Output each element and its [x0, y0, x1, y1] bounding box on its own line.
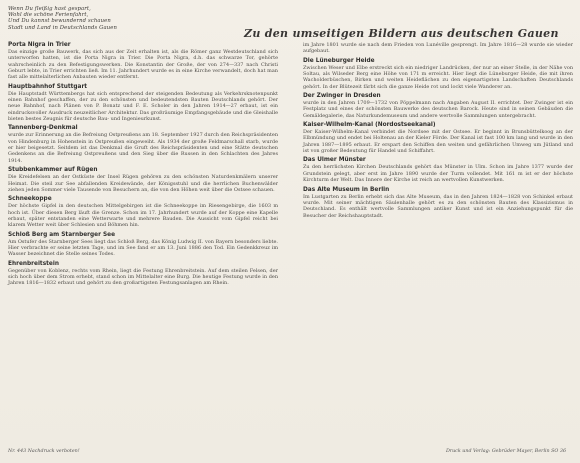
section-title: Die Lüneburger Heide — [303, 57, 375, 64]
section-body: Am Ostufer des Starnberger Sees liegt das Schloß Berg, das König Ludwig II. von Bayern besonders liebte. Hier verbrachte er seine letzten Tage, und im See fand er am 13. Juni 1886 den Tod. Ein Gedenkkreuz im Wasser bezeichnet die Stelle seines Todes. — [8, 238, 278, 258]
section-title: Das Ulmer Münster — [303, 157, 366, 164]
section-title: Schloß Berg am Starnberger See — [8, 231, 116, 238]
section — [8, 84, 278, 123]
section-title: Das Alte Museum in Berlin — [303, 186, 390, 193]
section — [303, 122, 573, 154]
section — [303, 157, 573, 183]
section — [8, 232, 278, 258]
section-body: Zwischen Weser und Elbe erstreckt sich ein niedriger Landrücken, der nur an einer Stelle, in der Nähe von Soltau, als Wilseder Berg eine Höhe von 171 m erreicht. Hier liegt die Lüneburger Heide, die mit ihren Wacholderbüschen, Birken und weiten Heideflächen zu den eigenartigsten Landschaften Deutschlands gehört. In der Blütezeit färbt sich die ganze Heide rot und lockt viele Wanderer an. — [303, 64, 573, 90]
section — [8, 167, 278, 193]
footer-publisher: Druck und Verlag: Gebrüder Mayer, Berlin SO 36 — [445, 449, 566, 454]
section — [303, 187, 573, 219]
intro-verse — [8, 6, 178, 31]
section — [8, 196, 278, 228]
intro-line: Und Du kannst bewundernd schauen — [8, 18, 111, 25]
intro-line: Wohl die schöne Ferienfahrt, — [8, 12, 89, 19]
section-title: Der Zwinger in Dresden — [303, 93, 381, 100]
intro-line: Stadt und Land in Deutschlands Gauen — [8, 24, 117, 31]
section — [8, 42, 278, 81]
section-body: Der höchste Gipfel in den deutschen Mittelgebirgen ist die Schneekoppe im Riesengebirge, die 1603 m hoch ist. Über diesen Berg läuft die Grenze. Schon im 17. Jahrhundert wurde auf der Koppe eine Kapelle erbaut, später entstanden eine Wetterwarte und mehrere Bauden. Die Aussicht vom Gipfel reicht bei klarem Wetter weit über Schlesien und Böhmen hin. — [8, 203, 278, 229]
section — [8, 125, 278, 164]
page-title: Zu den umseitigen Bildern aus deutschen Gauen — [244, 27, 559, 40]
section-title: Hauptbahnhof Stuttgart — [8, 83, 88, 90]
section-body: Die Hauptstadt Württembergs hat sich entsprechend der steigenden Bedeutung als Verkehrsknotenpunkt einen Bahnhof geschaffen, der zu den schönsten und bedeutendsten Bauten Deutschlands gehört. Der neue Bahnhof, nach Plänen von P. Bonatz und F. E. Scholer in den Jahren 1914—27 erbaut, ist ein eindrucksvoller Ausdruck neuzeitlicher Architektur. Das großräumige Empfangsgebäude und die Gleishalle bieten bestes Zeugnis für deutsche Bau- und Ingenieurkunst. — [8, 90, 278, 123]
intro-line: Wenn Du fleißig hast gespart, — [8, 6, 91, 12]
section-body: Der Kaiser-Wilhelm-Kanal verbindet die Nordsee mit der Ostsee. Er beginnt in Brunsbüttelkoog an der Elbmündung und endet bei Holtenau an der Kieler Förde. Der Kanal ist fast 100 km lang und wurde in den Jahren 1887—1895 erbaut. Er erspart den Schiffen den weiten und gefährlichen Umweg um Jütland und ist von großer Bedeutung für Handel und Schiffahrt. — [303, 129, 573, 155]
section-title: Ehrenbreitstein — [8, 260, 59, 267]
section-body: Zu den herrlichsten Kirchen Deutschlands gehört das Münster in Ulm. Schon im Jahre 1377 wurde der Grundstein gelegt, aber erst im Jahre 1890 wurde der Turm vollendet. Mit 161 m ist er der höchste Kirchturm der Welt. Das Innere der Kirche ist reich an wertvollen Kunstwerken. — [303, 164, 573, 184]
section-title: Kaiser-Wilhelm-Kanal (Nordostseekanal) — [303, 122, 436, 129]
left-column — [8, 42, 278, 290]
right-column — [303, 42, 573, 222]
section-body: im Jahre 1801 wurde sie nach dem Frieden von Lunéville gesprengt. Im Jahre 1816—28 wurde sie wieder aufgebaut. — [303, 42, 573, 55]
section-title: Schneekoppe — [8, 196, 52, 203]
section-body: Gegenüber von Koblenz, rechts vom Rhein, liegt die Festung Ehrenbreitstein. Auf dem steilen Felsen, der sich hoch über dem Strom erhebt, stand schon im Mittelalter eine Burg. Die heutige Festung wurde in den Jahren 1816—1832 erbaut und gehört zu den großartigsten Festungsanlagen am Rhein. — [8, 267, 278, 287]
section — [303, 58, 573, 90]
section-body: Im Lustgarten zu Berlin erhebt sich das Alte Museum, das in den Jahren 1824—1828 von Schinkel erbaut wurde. Mit seiner mächtigen Säulenhalle gehört es zu den schönsten Bauten des Klassizismus in Deutschland. Es enthält wertvolle Sammlungen antiker Kunst und ist ein Anziehungspunkt für die Besucher der Reichshauptstadt. — [303, 193, 573, 219]
section-body: wurde in den Jahren 1709—1732 von Pöppelmann nach Angaben August II. errichtet. Der Zwinger ist ein Festplatz und eines der schönsten Bauwerke des deutschen Barock. Heute sind in seinen Gebäuden die Gemäldegalerie, das Naturkundemuseum und andere wertvolle Sammlungen untergebracht. — [303, 100, 573, 119]
section-title: Porta Nigra in Trier — [8, 42, 71, 48]
section-title: Stubbenkammer auf Rügen — [8, 167, 98, 174]
section — [303, 93, 573, 119]
section-title: Tannenberg-Denkmal — [8, 125, 78, 132]
section-body: Die Kreidefelsen an der Ostküste der Insel Rügen gehören zu den schönsten Naturdenkmälern unserer Heimat. Die steil zur See abfallenden Kreidewände, der Königsstuhl und die herrlichen Buchenwälder ziehen jeden Sommer viele Tausende von Besuchern an, die von den Höhen weit über die Ostsee schauen. — [8, 174, 278, 193]
section-body: wurde zur Erinnerung an die Befreiung Ostpreußens am 18. September 1927 durch den Reichspräsidenten von Hindenburg in Hohenstein in Ostpreußen eingeweiht. Als 1934 der große Feldmarschall starb, wurde er hier beigesetzt. Seitdem ist das Denkmal die Gruft des Reichspräsidenten und eine Stätte deutschen Gedenkens an die Befreiung Ostpreußens und den Sieg über die Russen in den Schlachten des Jahres 1914. — [8, 132, 278, 164]
section — [303, 42, 573, 55]
section-body: Das einzige große Bauwerk, das sich aus der Zeit erhalten ist, als die Römer ganz Westdeutschland sich unterworfen hatten, ist die Porta Nigra in Trier. Die Porta Nigra, d.h. das schwarze Tor, gehörte wahrscheinlich zu den Befestigungswerken. Die Konstantin der Große, der von 274—337 nach Christi Geburt lebte, in Trier errichten ließ. Im 11. Jahrhundert wurde es in eine Kirche verwandelt, doch hat man fast alle mittelalterlichen Anbauten wieder entfernt. — [8, 49, 278, 81]
section — [8, 261, 278, 287]
footer-notice: Nr. 443 Nachdruck verboten! — [8, 449, 80, 454]
